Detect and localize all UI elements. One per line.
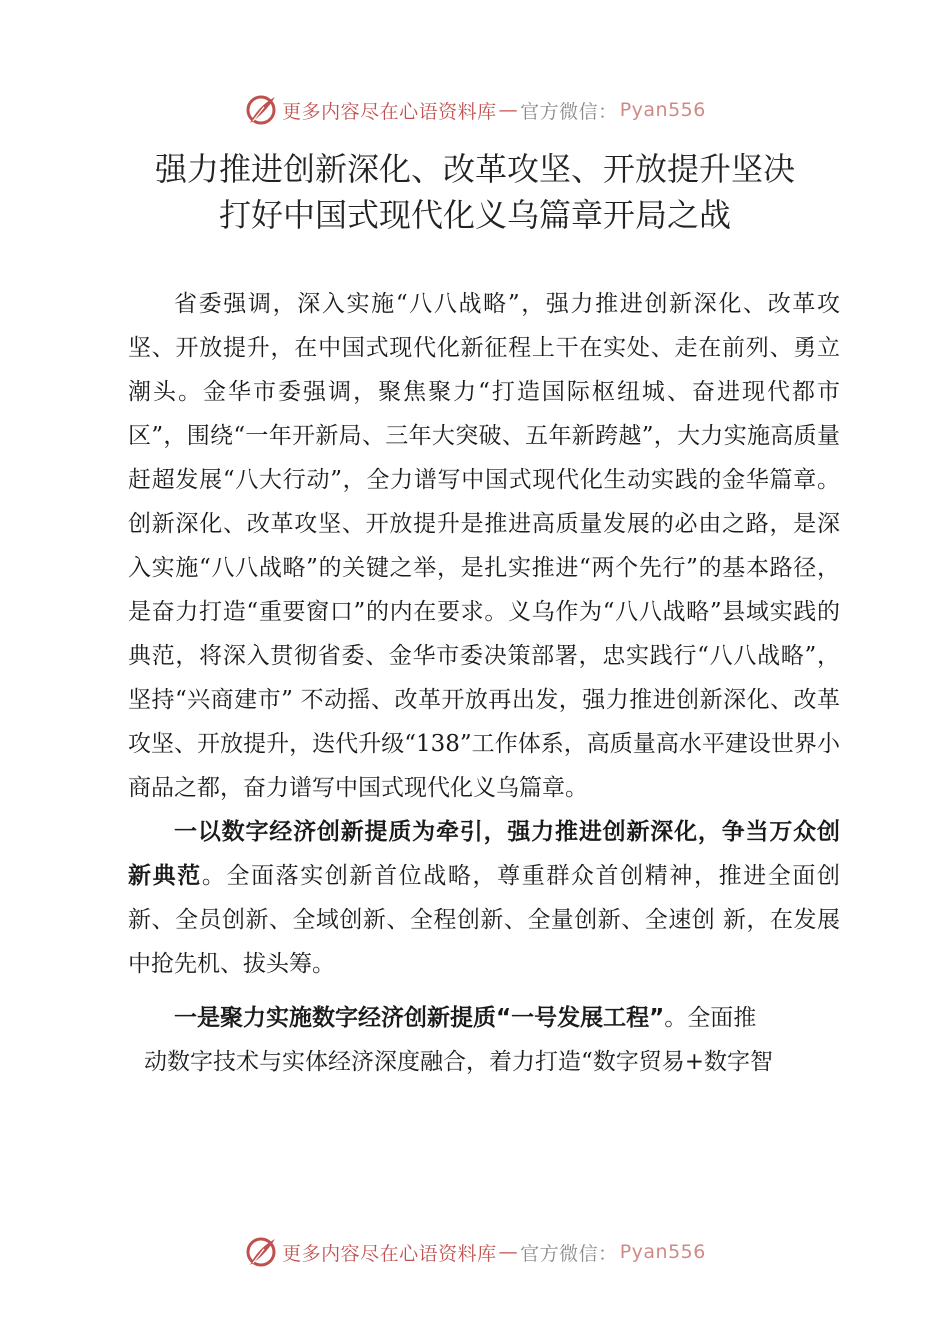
banner-main-text: 更多内容尽在心语资料库	[282, 1242, 497, 1265]
feather-pen-logo-icon	[244, 1235, 278, 1269]
subsection-1-heading: 一是聚力实施数字经济创新提质“一号发展工程”	[174, 1005, 665, 1031]
banner-wechat-label: 官方微信：	[520, 100, 618, 123]
banner-dash: —	[498, 99, 519, 121]
paragraph-intro: 省委强调，深入实施“八八战略”，强力推进创新深化、改革攻坚、开放提升，在中国式现代化新征程上干在实处、走在前列、勇立潮头。金华市委强调，聚焦聚力“打造国际枢纽城、奋进现代都市区”，围绕“一年开新局、三年大突破、五年新跨越”，大力实施高质量赶超发展“八大行动”，全力谱写中国式现代化生动实践的金华篇章。创新深化、改革攻坚、开放提升是推进高质量发展的必由之路，是深入实施“八八战略”的关键之举，是扎实推进“两个先行”的基本路径，是奋力打造“重要窗口”的内在要求。义乌作为“八八战略”县域实践的典范，将深入贯彻省委、金华市委决策部署，忠实践行“八八战略”，坚持“兴商建市” 不动摇、改革开放再出发，强力推进创新深化、改革攻坚、开放提升，迭代升级“138”工作体系，高质量高水平建设世界小商品之都，奋力谱写中国式现代化义乌篇章。	[128, 291, 840, 801]
section-1-heading: 一以数字经济创新提质为牵引，强力推进创新深化，争当万众创新典范	[128, 819, 840, 889]
banner-dash: —	[498, 1241, 519, 1263]
paragraph-section-1	[128, 810, 840, 986]
feather-pen-logo-icon	[244, 93, 278, 127]
header-banner	[0, 90, 950, 130]
title-line-1: 强力推进创新深化、改革攻坚、开放提升坚决	[154, 150, 795, 188]
paragraph-subsection-1-cont: 动数字技术与实体经济深度融合，着力打造“数字贸易+数字智	[144, 1049, 774, 1075]
banner-wechat-id: Pyan556	[619, 1241, 706, 1263]
banner-wechat-label: 官方微信：	[520, 1242, 618, 1265]
document-title	[0, 146, 950, 238]
title-line-2: 打好中国式现代化义乌篇章开局之战	[218, 196, 731, 234]
subsection-1-text: 。全面推	[664, 1005, 757, 1031]
footer-banner	[0, 1232, 950, 1272]
document-body	[128, 282, 840, 1084]
banner-wechat-id: Pyan556	[619, 99, 706, 121]
section-1-text: 。全面落实创新首位战略，尊重群众首创精神，推进全面创新、全员创新、全域创新、全程创新、全量创新、全速创 新，在发展中抢先机、拔头筹。	[128, 863, 841, 977]
paragraph-subsection-1	[128, 996, 840, 1040]
banner-main-text: 更多内容尽在心语资料库	[282, 100, 497, 123]
